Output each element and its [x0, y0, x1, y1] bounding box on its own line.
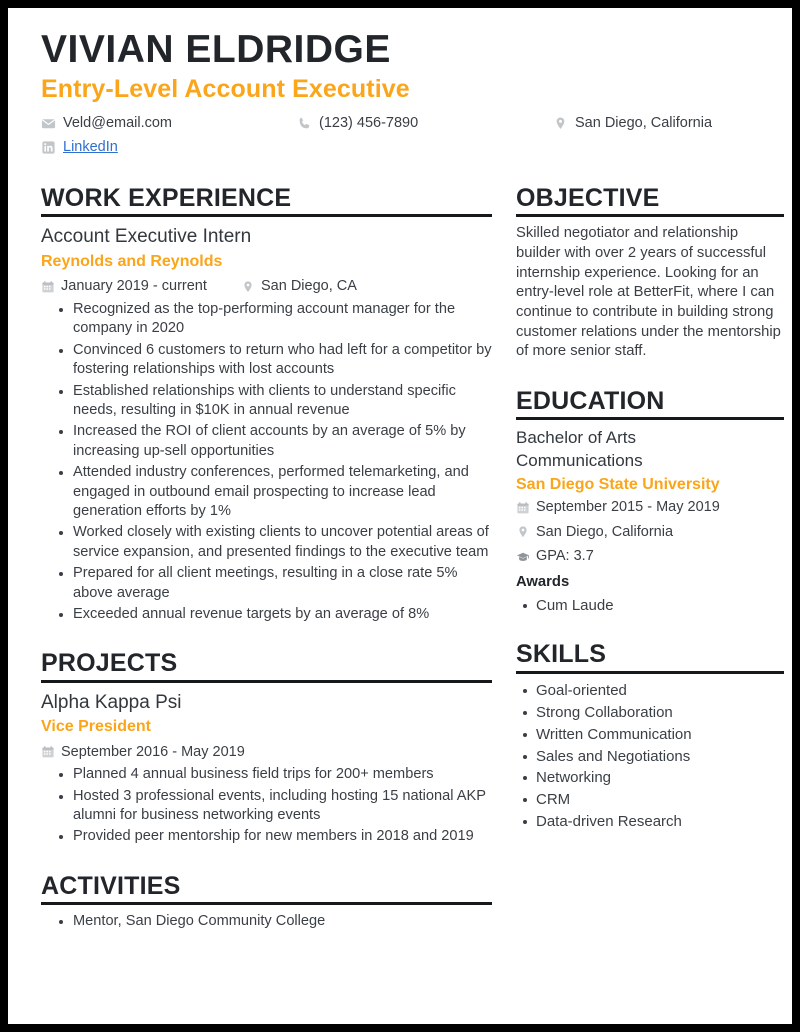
work-bullet-list: [41, 300, 492, 625]
education-awards-list: [516, 596, 784, 616]
section-rule: [41, 680, 492, 683]
graduation-cap-icon: [516, 550, 530, 564]
list-item: Cum Laude: [536, 596, 784, 616]
section-title-education: EDUCATION: [516, 387, 665, 416]
work-dates-text: January 2019 - current: [61, 278, 207, 295]
contact-phone-text: (123) 456-7890: [319, 114, 419, 131]
section-projects: [41, 650, 492, 846]
list-item: Strong Collaboration: [536, 703, 784, 723]
contact-location-text: San Diego, California: [575, 114, 713, 131]
section-title-activities: ACTIVITIES: [41, 871, 181, 900]
contact-linkedin[interactable]: [41, 136, 118, 159]
education-dates-row: [516, 496, 784, 518]
education-location-row: [516, 521, 784, 543]
contact-row-secondary: [41, 136, 768, 159]
work-job-title: Account Executive Intern: [41, 226, 252, 248]
resume-header: [33, 30, 768, 159]
section-rule: [516, 214, 784, 217]
list-item: CRM: [536, 790, 784, 810]
skills-list: [516, 681, 784, 833]
section-work-experience: [41, 185, 492, 624]
left-column: [33, 185, 492, 933]
list-item: Prepared for all client meetings, resulting in a close rate 5% above average: [73, 564, 492, 603]
work-dates: [41, 275, 241, 297]
resume-page: [8, 8, 792, 1024]
list-item: Hosted 3 professional events, including hosting 15 national AKP alumni for business networking events: [73, 787, 492, 826]
section-rule: [516, 671, 784, 674]
calendar-icon: [41, 745, 55, 759]
section-rule: [41, 902, 492, 905]
section-education: [516, 388, 784, 615]
education-major: Communications: [516, 450, 643, 470]
education-gpa-row: [516, 545, 784, 567]
candidate-headline: Entry-Level Account Executive: [41, 75, 410, 103]
education-school: San Diego State University: [516, 476, 720, 494]
project-role: Vice President: [41, 718, 151, 736]
education-awards-label: Awards: [516, 573, 570, 590]
education-dates-text: September 2015 - May 2019: [536, 499, 720, 516]
list-item: Data-driven Research: [536, 812, 784, 832]
work-company: Reynolds and Reynolds: [41, 253, 223, 271]
list-item: Exceeded annual revenue targets by an average of 8%: [73, 605, 492, 624]
list-item: Mentor, San Diego Community College: [73, 912, 492, 931]
project-dates: [41, 741, 245, 763]
list-item: Networking: [536, 768, 784, 788]
list-item: Attended industry conferences, performed telemarketing, and engaged in outbound email prospecting to increase lead generation efforts by 1%: [73, 463, 492, 521]
map-pin-icon: [516, 525, 530, 539]
column-gap: [492, 185, 516, 933]
section-objective: [516, 185, 784, 362]
list-item: Increased the ROI of client accounts by an average of 5% by increasing up-sell opportunities: [73, 422, 492, 461]
envelope-icon: [41, 116, 56, 131]
list-item: Worked closely with existing clients to uncover potential areas of service expansion, and presented findings to the executive team: [73, 523, 492, 562]
education-gpa-text: GPA: 3.7: [536, 548, 594, 565]
resume-body: [33, 184, 781, 933]
candidate-name: VIVIAN ELDRIDGE: [41, 28, 391, 71]
list-item: Written Communication: [536, 725, 784, 745]
list-item: Established relationships with clients to understand specific needs, resulting in $10K in annual revenue: [73, 382, 492, 421]
contact-phone[interactable]: [297, 112, 547, 135]
education-gpa: [516, 545, 594, 567]
section-activities: [41, 873, 492, 932]
linkedin-icon: [41, 140, 56, 155]
contact-email[interactable]: [41, 112, 291, 135]
section-title-work-experience: WORK EXPERIENCE: [41, 184, 292, 213]
project-bullet-list: [41, 765, 492, 847]
contact-location: [553, 112, 712, 135]
calendar-icon: [41, 280, 55, 294]
list-item: Provided peer mentorship for new members in 2018 and 2019: [73, 827, 492, 846]
contact-row-primary: [41, 112, 768, 135]
project-meta-row: [41, 741, 492, 763]
education-location: [516, 521, 673, 543]
section-rule: [41, 214, 492, 217]
list-item: Goal-oriented: [536, 681, 784, 701]
section-title-projects: PROJECTS: [41, 649, 178, 678]
contact-linkedin-text[interactable]: LinkedIn: [63, 138, 118, 155]
section-title-objective: OBJECTIVE: [516, 184, 660, 213]
work-location: [241, 275, 357, 297]
contact-email-text: Veld@email.com: [63, 114, 173, 131]
education-location-text: San Diego, California: [536, 523, 674, 540]
objective-text: Skilled negotiator and relationship builder with over 2 years of successful internship experience. Looking for an entry-level role at BetterFit, where I can continue to contribute in building strong customer relations under the mentorship of more senior staff.: [516, 225, 781, 360]
work-location-text: San Diego, CA: [261, 278, 357, 295]
section-title-skills: SKILLS: [516, 640, 607, 669]
education-degree: Bachelor of Arts: [516, 428, 637, 448]
list-item: Planned 4 annual business field trips for 200+ members: [73, 765, 492, 784]
education-dates: [516, 496, 720, 518]
phone-icon: [297, 116, 312, 131]
project-dates-text: September 2016 - May 2019: [61, 743, 245, 760]
calendar-icon: [516, 501, 530, 515]
right-column: [516, 185, 784, 933]
list-item: Recognized as the top-performing account manager for the company in 2020: [73, 300, 492, 339]
list-item: Convinced 6 customers to return who had left for a competitor by fostering relationships with lost accounts: [73, 341, 492, 380]
activities-bullet-list: [41, 912, 492, 931]
list-item: Sales and Negotiations: [536, 747, 784, 767]
section-rule: [516, 417, 784, 420]
section-skills: [516, 641, 784, 832]
project-name: Alpha Kappa Psi: [41, 691, 182, 713]
map-pin-icon: [241, 280, 255, 294]
work-meta-row: [41, 275, 492, 297]
map-pin-icon: [553, 116, 568, 131]
